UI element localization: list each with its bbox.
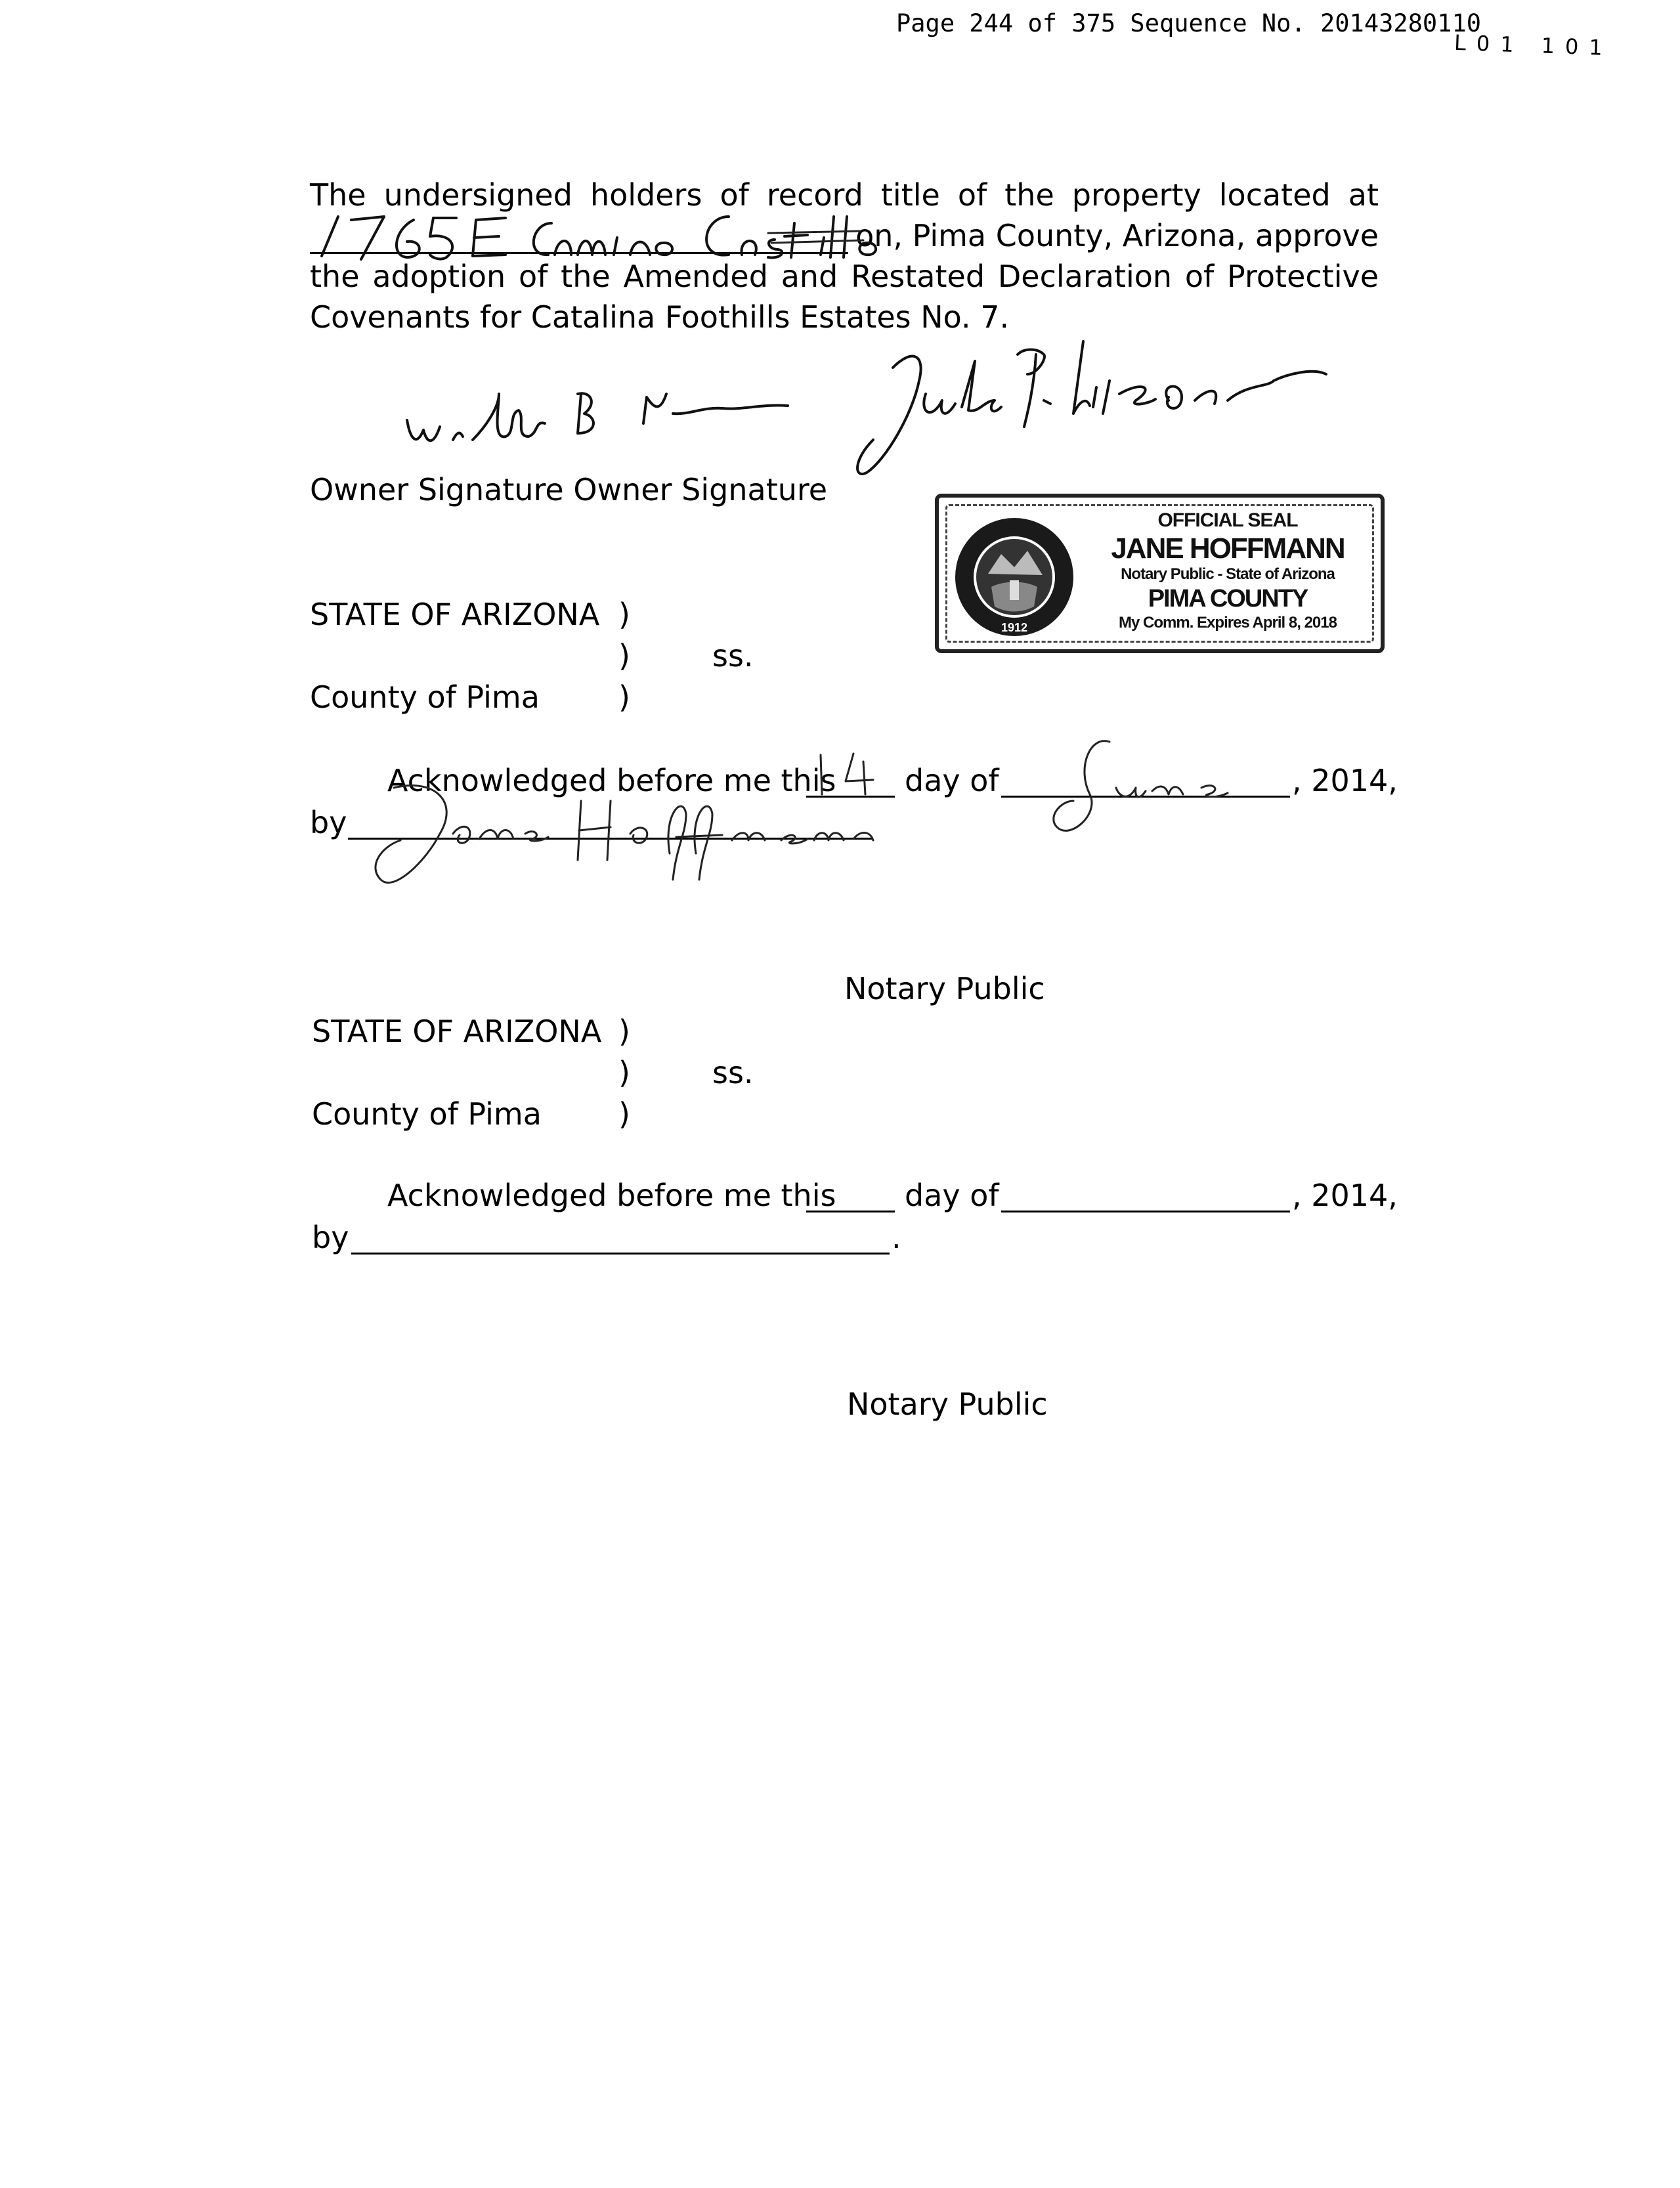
- venue1-state: STATE OF ARIZONA: [310, 597, 600, 632]
- venue2-paren-1: ): [618, 1014, 630, 1049]
- ack2-day-of: day of: [905, 1178, 999, 1213]
- svg-text:1912: 1912: [1001, 621, 1028, 634]
- handwritten-address: [309, 197, 886, 269]
- seal-notary-name: JANE HOFFMANN: [1111, 532, 1345, 565]
- notary-seal-stamp: [935, 494, 1385, 653]
- venue1-paren-3: ): [618, 679, 630, 715]
- venue2-state: STATE OF ARIZONA: [312, 1014, 602, 1049]
- ack1-name-handwritten: [355, 775, 958, 906]
- ack1-notary-label: Notary Public: [844, 971, 1045, 1006]
- ack2-name-blank[interactable]: [351, 1253, 890, 1255]
- owner-signature-2: [827, 328, 1339, 486]
- venue2-paren-2: ): [618, 1055, 630, 1090]
- owner-signature-label: Owner Signature Owner Signature: [310, 472, 828, 507]
- venue2-paren-3: ): [618, 1096, 630, 1132]
- ack2-prefix: Acknowledged before me this: [387, 1178, 836, 1213]
- seal-title: OFFICIAL SEAL: [1157, 509, 1298, 531]
- ack1-month-handwritten: [1011, 729, 1287, 847]
- ack2-day-blank[interactable]: [806, 1211, 895, 1212]
- venue1-paren-1: ): [618, 597, 630, 632]
- ack2-period: .: [892, 1220, 901, 1255]
- seal-text-block: [1083, 508, 1372, 633]
- venue1-paren-2: ): [618, 638, 630, 674]
- ack2-month-blank[interactable]: [1001, 1211, 1290, 1212]
- arizona-state-seal-icon: [952, 515, 1077, 639]
- ack2-notary-label: Notary Public: [847, 1386, 1048, 1422]
- handwritten-recording-mark: L01 101: [1454, 30, 1614, 61]
- seal-county: PIMA COUNTY: [1148, 585, 1308, 612]
- venue2-county: County of Pima: [312, 1096, 542, 1132]
- intro-line-2-suffix: on, Pima County, Arizona, approve: [855, 218, 1379, 253]
- page-header: Page 244 of 375 Sequence No. 20143280110: [896, 9, 1482, 37]
- ack2-by: by: [312, 1220, 349, 1255]
- intro-line-4: Covenants for Catalina Foothills Estates No. 7.: [310, 299, 1010, 335]
- ack1-day-of: day of: [905, 763, 999, 798]
- intro-line-3: the adoption of the Amended and Restated Declaration of Protective: [310, 259, 1379, 294]
- owner-signature-1: [394, 368, 821, 473]
- venue1-ss: ss.: [712, 638, 754, 674]
- seal-notary-role: Notary Public - State of Arizona: [1121, 565, 1335, 583]
- intro-line-1: The undersigned holders of record title of the property located at: [310, 177, 1379, 213]
- seal-expiration: My Comm. Expires April 8, 2018: [1119, 614, 1337, 632]
- ack2-year: , 2014,: [1292, 1178, 1398, 1213]
- venue1-county: County of Pima: [310, 679, 540, 715]
- ack1-by: by: [310, 805, 347, 840]
- ack1-prefix: Acknowledged before me this: [387, 763, 836, 798]
- ack1-year: , 2014,: [1292, 763, 1398, 798]
- venue2-ss: ss.: [712, 1055, 754, 1090]
